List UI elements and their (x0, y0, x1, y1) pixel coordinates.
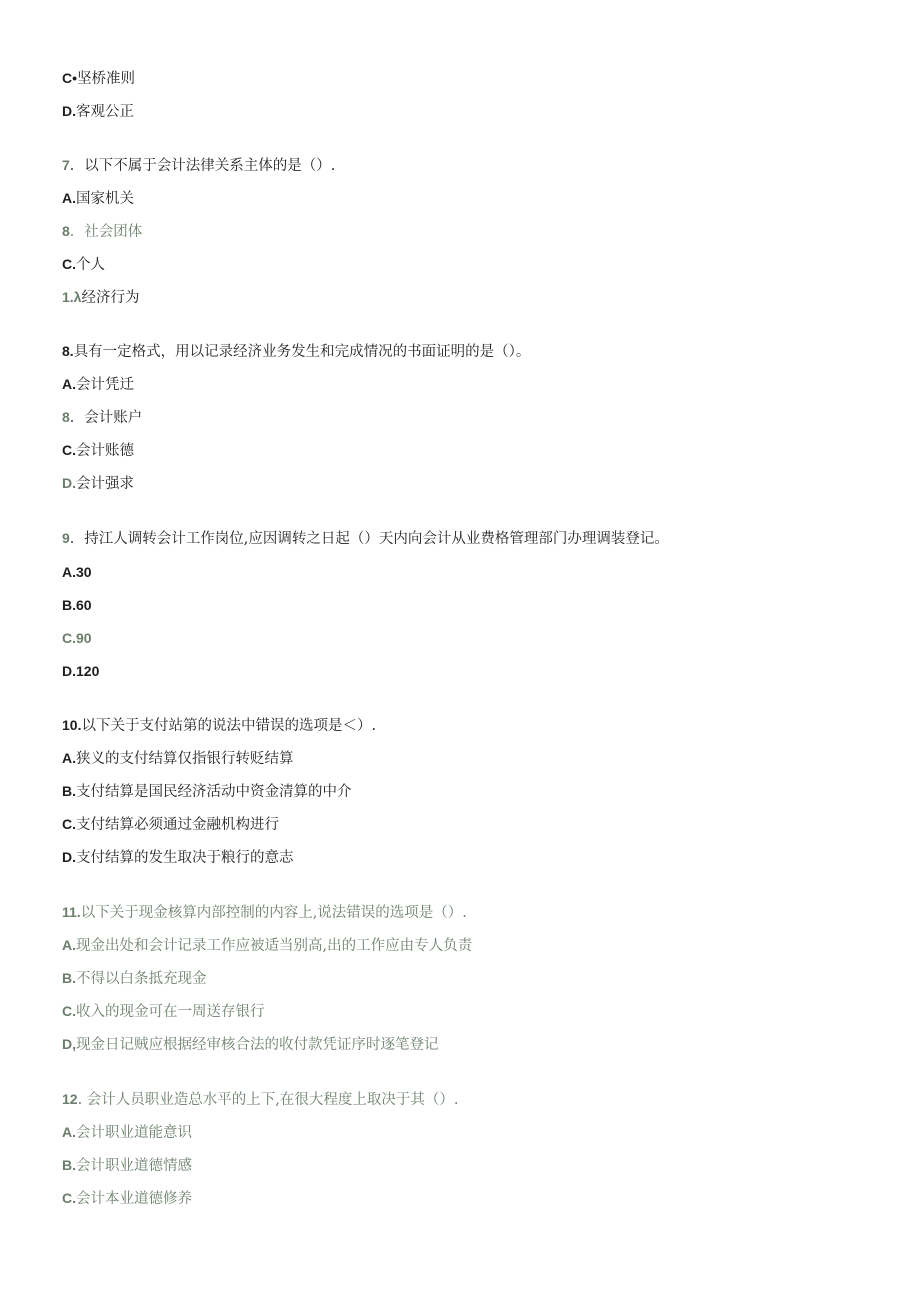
question-text: 以下关于现金核算内部控制的内容上,说法错误的选项是（）. (80, 905, 467, 921)
option-text: 个人 (76, 257, 105, 273)
option-text: 客观公正 (76, 104, 134, 120)
question-line (62, 528, 669, 548)
question-text: . 会计人员职业造总水平的上下,在很大程度上取决于其（）. (77, 1092, 459, 1108)
option-label: 1.λ (62, 289, 82, 305)
option-label: D, (62, 1036, 76, 1052)
option-text: ．会计账户 (69, 410, 143, 426)
option-line (62, 188, 134, 208)
option-label: B.60 (62, 597, 92, 613)
option-text: 国家机关 (76, 191, 134, 207)
option-line (62, 847, 294, 867)
option-line (62, 221, 142, 241)
option-label: D. (62, 849, 76, 865)
option-text: 支付结算必须通过金融机构进行 (76, 817, 279, 833)
option-line (62, 1188, 192, 1208)
option-label: B. (62, 783, 76, 799)
option-label: D.120 (62, 663, 100, 679)
option-text: 现金出处和会计记录工作应被适当别高,出的工作应由专人负责 (76, 938, 473, 954)
option-line (62, 562, 92, 582)
option-label: 8 (62, 409, 70, 425)
option-line (62, 407, 142, 427)
option-line (62, 254, 105, 274)
question-text: ．持江人调转会计工作岗位,应因调转之日起（）天内向会计从业费格管理部门办理调装登记。 (69, 531, 669, 547)
option-text: 会计职业道德情感 (76, 1158, 192, 1174)
option-line (62, 287, 139, 307)
question-line (62, 715, 376, 735)
option-label: D. (62, 103, 76, 119)
question-line (62, 1089, 459, 1109)
question-line (62, 155, 335, 175)
question-text: ．以下不属于会计法律关系主体的是（）. (69, 158, 336, 174)
option-line (62, 595, 92, 615)
option-text: 会计账德 (76, 443, 134, 459)
question-text: 具有一定格式，用以记录经济业务发生和完成情况的书面证明的是（）。 (73, 344, 531, 360)
option-label: A. (62, 937, 76, 953)
question-text: 以下关于支付站第的说法中错误的选项是＜）. (81, 718, 377, 734)
option-line (62, 374, 134, 394)
option-label: C. (62, 442, 76, 458)
option-line (62, 628, 92, 648)
option-label: C. (62, 816, 76, 832)
option-label: A. (62, 1124, 76, 1140)
option-label: B. (62, 970, 76, 986)
option-text: 坚桥准则 (77, 71, 136, 87)
option-text: 经济行为 (81, 290, 140, 306)
option-label: A. (62, 376, 76, 392)
option-label: C. (62, 1003, 76, 1019)
option-label: A. (62, 750, 76, 766)
option-text: 会计强求 (76, 476, 134, 492)
option-text: 不得以白条抵充现金 (76, 971, 207, 987)
option-label: C. (62, 1190, 76, 1206)
option-label: 8 (62, 223, 70, 239)
option-line (62, 1122, 192, 1142)
option-text: 支付结算是国民经济活动中资金清算的中介 (76, 784, 352, 800)
option-label: B. (62, 1157, 76, 1173)
question-number: 8. (62, 343, 74, 359)
option-line (62, 968, 207, 988)
option-line (62, 1034, 439, 1054)
option-line (62, 68, 135, 88)
option-line (62, 1001, 265, 1021)
option-line (62, 935, 472, 955)
option-text: 现金日记贼应根据经审核合法的收付款凭证序时逐笔登记 (76, 1037, 439, 1053)
option-text: ．社会团体 (69, 224, 143, 240)
option-label: A. (62, 190, 76, 206)
option-text: 会计凭迁 (76, 377, 134, 393)
question-line (62, 341, 530, 361)
option-line (62, 814, 279, 834)
option-line (62, 440, 134, 460)
option-line (62, 1155, 192, 1175)
option-text: 收入的现金可在一周送存银行 (76, 1004, 265, 1020)
option-line (62, 101, 134, 121)
option-line (62, 781, 352, 801)
option-line (62, 661, 99, 681)
option-label: C. (62, 256, 76, 272)
question-line (62, 902, 467, 922)
option-text: 会计本业道德修养 (76, 1191, 192, 1207)
question-number: 11. (62, 904, 81, 920)
option-line (62, 473, 134, 493)
question-number: 7 (62, 157, 70, 173)
question-number: 10. (62, 717, 82, 733)
option-text: 狭义的支付结算仅指银行转贬结算 (76, 751, 294, 767)
option-label: D. (62, 475, 76, 491)
option-label: C• (62, 70, 78, 86)
option-line (62, 748, 294, 768)
option-label: C.90 (62, 630, 92, 646)
option-text: 会计职业道能意识 (76, 1125, 192, 1141)
option-label: A.30 (62, 564, 92, 580)
question-number: 9 (62, 530, 70, 546)
question-number: 12 (62, 1091, 78, 1107)
option-text: 支付结算的发生取决于粮行的意志 (76, 850, 294, 866)
